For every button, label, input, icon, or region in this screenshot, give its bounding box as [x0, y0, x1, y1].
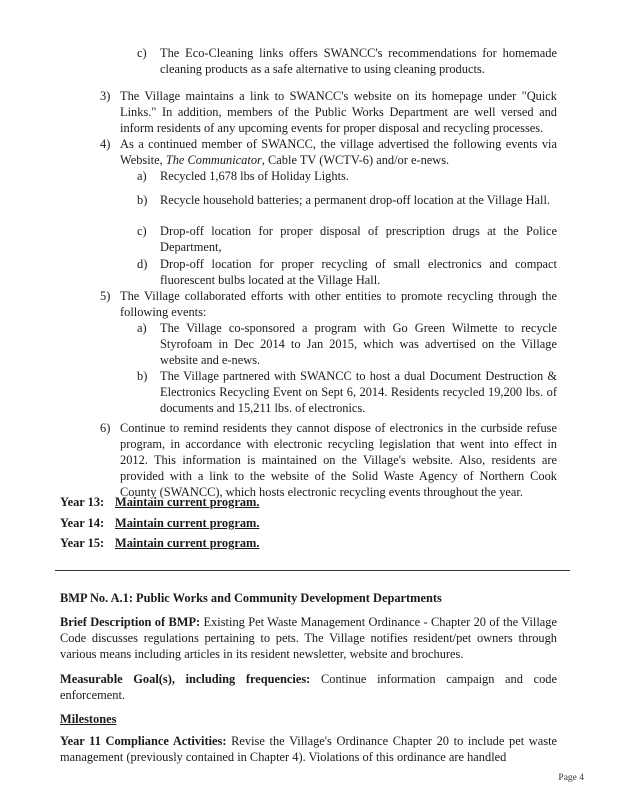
year-value: Maintain current program. — [115, 495, 260, 509]
item-text: As a continued member of SWANCC, the village advertised the following events via Website, The Communicator, Cable TV (WCTV-6) and/or e-news. — [120, 137, 557, 167]
brief-description-label: Brief Description of BMP: — [60, 615, 201, 629]
sub-item-text: The Village co-sponsored a program with Go Green Wilmette to recycle Styrofoam in Dec 2014 to Jan 2015, which was advertised on the Village website and e-news. — [160, 321, 557, 367]
milestones-heading: Milestones — [60, 712, 117, 726]
page-number: Page 4 — [558, 773, 584, 783]
section-divider — [55, 570, 570, 571]
year-label: Year 13: — [60, 495, 105, 509]
year11-label: Year 11 Compliance Activities: — [60, 734, 227, 748]
bmp-heading: BMP No. A.1: Public Works and Community Development Departments — [60, 591, 442, 605]
sub-item-label: c) — [137, 46, 147, 60]
item-text: The Village maintains a link to SWANCC's website on its homepage under "Quick Links." In addition, members of the Public Works Department are well versed and inform residents of any upcoming events for proper disposal and recycling processes. — [120, 89, 557, 135]
sub-item-label: a) — [137, 321, 147, 335]
measurable-goals-label: Measurable Goal(s), including frequencies: — [60, 672, 311, 686]
year-label: Year 15: — [60, 536, 105, 550]
year-value: Maintain current program. — [115, 536, 260, 550]
item-number: 3) — [100, 89, 111, 103]
measurable-goals: Measurable Goal(s), including frequencies: Continue information campaign and code enforcement. — [60, 672, 557, 702]
sub-item-text: Recycled 1,678 lbs of Holiday Lights. — [160, 169, 349, 183]
sub-item-text: Recycle household batteries; a permanent drop-off location at the Village Hall. — [160, 193, 551, 207]
sub-item-text: The Eco-Cleaning links offers SWANCC's recommendations for homemade cleaning products as a safe alternative to using cleaning products. — [160, 46, 557, 76]
sub-item-text: Drop-off location for proper disposal of prescription drugs at the Police Department, — [160, 224, 557, 254]
item-number: 5) — [100, 289, 111, 303]
sub-item-text: The Village partnered with SWANCC to host a dual Document Destruction & Electronics Recycling Event on Sept 6, 2014. Residents recycled 19,200 lbs. of documents and 15,211 lbs. of electronics. — [160, 369, 557, 415]
year-value: Maintain current program. — [115, 516, 260, 530]
year-label: Year 14: — [60, 516, 105, 530]
sub-item-label: d) — [137, 257, 148, 271]
item-number: 6) — [100, 421, 111, 435]
brief-description: Brief Description of BMP: Existing Pet Waste Management Ordinance - Chapter 20 of the Village Code discusses regulations pertaining to pets. The Village notifies resident/pet owners through various means including articles in its resident newsletter, website and brochures. — [60, 615, 558, 661]
sub-item-label: c) — [137, 224, 147, 238]
publication-title: The Communicator — [165, 153, 262, 167]
item-text: The Village collaborated efforts with other entities to promote recycling through the following events: — [120, 289, 557, 319]
sub-item-text: Drop-off location for proper recycling of small electronics and compact fluorescent bulbs located at the Village Hall. — [160, 257, 557, 287]
item-text: Continue to remind residents they cannot dispose of electronics in the curbside refuse program, in accordance with electronic recycling legislation that went into effect in 2012. This information is maintained on the Village's website. Also, residents are provided with a link to the website of the Solid Waste Agency of Northern Cook County (SWANCC), which hosts electronic recycling events throughout the year. — [120, 421, 557, 499]
item-number: 4) — [100, 137, 111, 151]
sub-item-label: b) — [137, 369, 148, 383]
sub-item-label: a) — [137, 169, 147, 183]
year11-compliance: Year 11 Compliance Activities: Revise the Village's Ordinance Chapter 20 to include pet waste management (previously contained in Chapter 4). Violations of this ordinance are handled — [60, 734, 558, 764]
sub-item-label: b) — [137, 193, 148, 207]
